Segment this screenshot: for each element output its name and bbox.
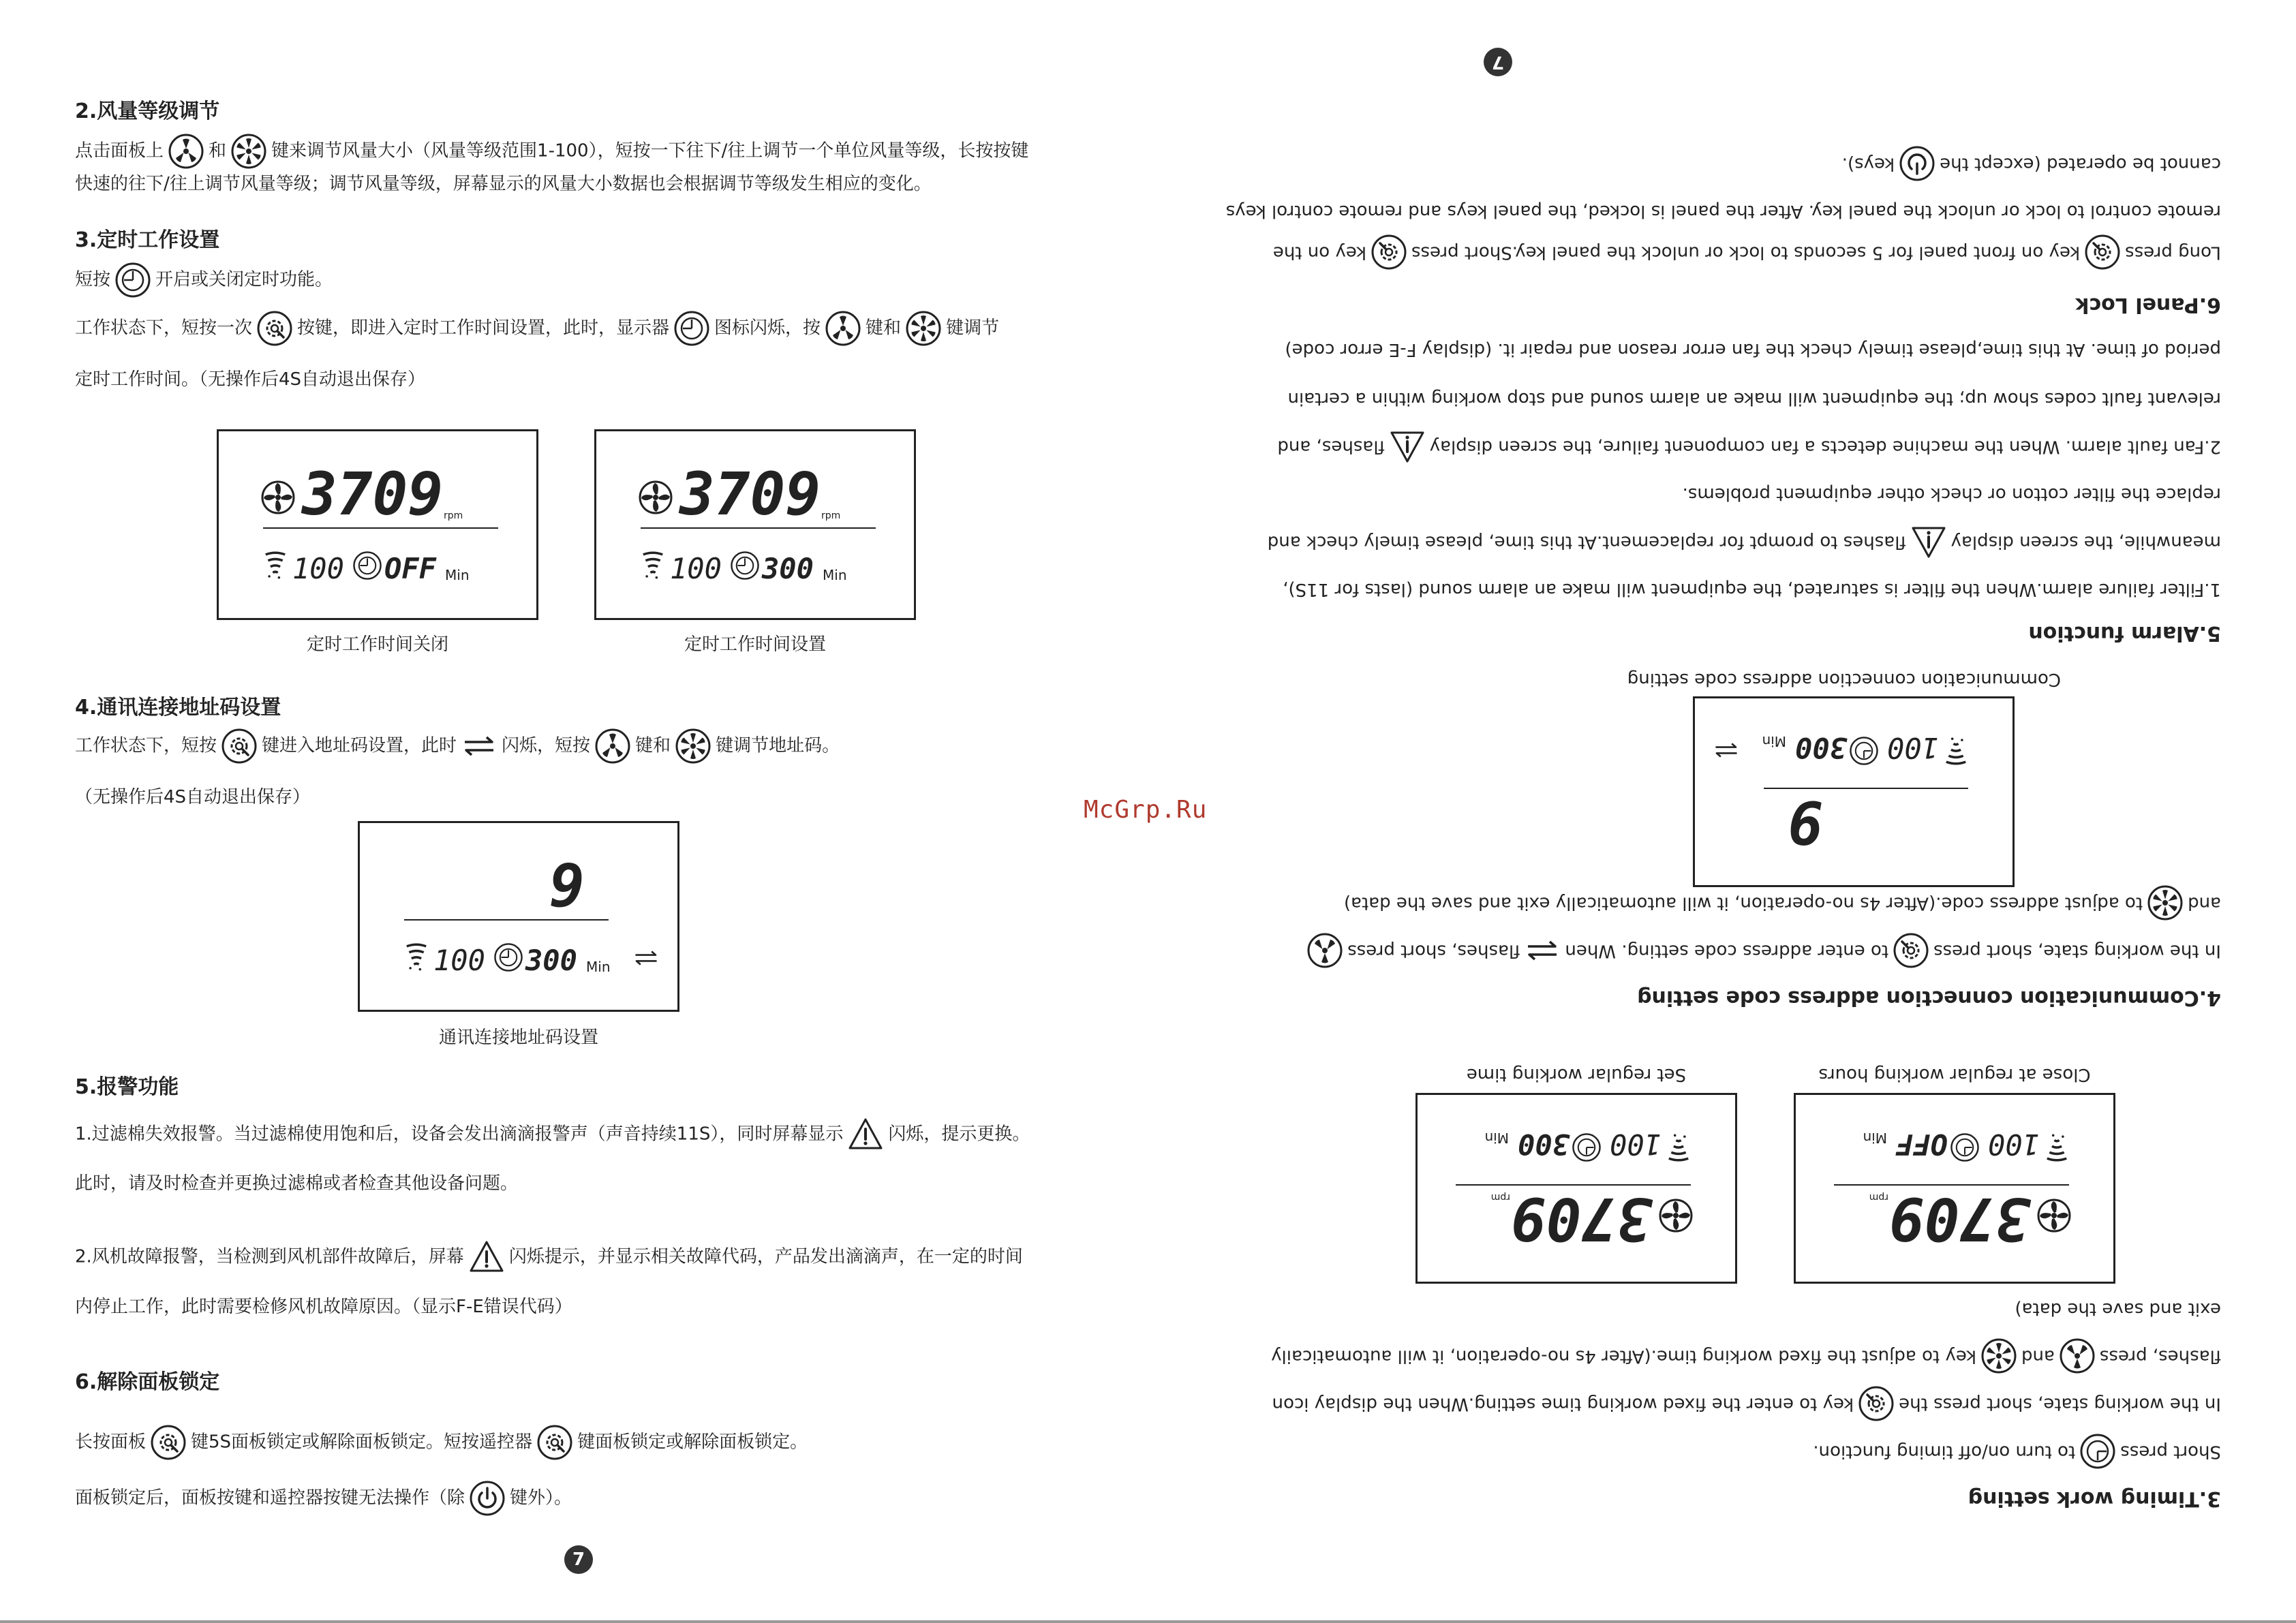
en-section-3-line-4: exit and save the data): [2015, 1299, 2221, 1319]
svg-text:300: 300: [1518, 1128, 1570, 1161]
lcd-rpm-value: 3709: [302, 461, 444, 529]
wind-icon: [643, 553, 662, 578]
en-section-6-line-1: Long press key on front panel for 5 seconds to lock or unlock the panel key.Short press key on the: [1273, 234, 2221, 270]
lcd-timer-set: [594, 429, 916, 620]
en-page-number: 7: [1484, 48, 1512, 76]
section-3-line-1: 短按 开启或关闭定时功能。: [75, 262, 333, 298]
en-section-3-title: 3.Timing work setting: [1968, 1487, 2221, 1511]
en-section-3-line-1: Short press to turn on/off timing function.: [1813, 1433, 2221, 1470]
power-icon: [469, 1480, 506, 1517]
en-section-6-line-2: remote control to lock or unlock the panel key. After the panel is locked, the panel keys and remote control keys: [1225, 201, 2221, 221]
en-section-4-line-1: In the working state, short press to enter address code setting. When flashes, short press: [1302, 932, 2221, 969]
en-section-5-line-1: 1.Filter failure alarm.When the filter is saturated, the equipment will make an alarm sound (lasts for 11S),: [1283, 579, 2221, 600]
right-page: [1148, 0, 2296, 1623]
svg-text:100: 100: [1988, 1128, 2040, 1161]
en-section-3-line-3: flashes, press and key to adjust the fixed working time.(After 4s no-operation, it will automaticaily: [1271, 1338, 2221, 1374]
lcd-timer-icon: [495, 944, 521, 970]
en-section-3-line-2: In the working state, short press the key to enter the fixed working time setting.When the display icon: [1272, 1385, 2221, 1422]
settings-icon: [256, 310, 293, 347]
section-2-title: 2.风量等级调节: [75, 99, 220, 123]
svg-text:rpm: rpm: [1869, 1192, 1888, 1203]
fan-down-icon: [594, 728, 631, 764]
lcd-timer-unit: Min: [823, 567, 847, 583]
svg-text:3709: 3709: [1510, 1184, 1652, 1252]
bottom-border: [0, 1620, 2296, 1623]
wind-icon: [407, 944, 426, 970]
en-section-5-line-4: 2.Fan fault alarm. When the machine detects a fan component failure, the screen display flashes, and: [1277, 428, 2221, 465]
fan-up-icon: [905, 310, 942, 347]
lcd-timer-icon: [354, 552, 380, 578]
lcd-timer-off: [217, 429, 538, 620]
en-lcd-address: [1693, 696, 2015, 887]
fan-down-icon: [1306, 932, 1343, 969]
section-2-line-2: 快速的往下/往上调节风量等级；调节风量等级，屏幕显示的风量大小数据也会根据调节等级发生相应的变化。: [75, 174, 932, 194]
timer-icon: [114, 262, 151, 298]
warning-icon: [468, 1239, 505, 1276]
lcd-fan-icon: [262, 482, 294, 513]
section-4-title: 4.通讯连接地址码设置: [75, 696, 281, 720]
section-4-line-1: 工作状态下，短按 键进入地址码设置，此时 闪烁，短按 键和 键调节地址码。: [75, 728, 840, 764]
en-section-6-line-3: cannot be operated (except the keys).: [1842, 145, 2221, 182]
lcd-timer-value: 300: [762, 552, 814, 585]
settings-icon: [221, 728, 258, 764]
settings-icon: [150, 1424, 187, 1461]
fan-up-icon: [1980, 1338, 2017, 1374]
settings-icon: [2084, 234, 2121, 270]
settings-icon: [1893, 932, 1929, 969]
section-4-line-2: （无操作后4S自动退出保存）: [75, 787, 311, 807]
svg-text:100: 100: [1887, 731, 1939, 764]
en-caption-timer-off: Close at regular working hours: [1818, 1064, 2091, 1085]
caption-timer-set: 定时工作时间设置: [684, 634, 826, 655]
lcd-level: 100: [670, 552, 722, 585]
en-section-4-line-2: and to adjust address code.(After 4s no-operation, it will automatically exit and save the data): [1344, 884, 2221, 921]
section-5-title: 5.报警功能: [75, 1075, 179, 1099]
svg-text:9: 9: [1788, 788, 1823, 856]
section-3-line-2: 工作状态下，短按一次 按键，即进入定时工作时间设置，此时，显示器 图标闪烁，按 键和 键调节: [75, 310, 999, 347]
lcd-timer-icon: [731, 552, 758, 578]
caption-timer-off: 定时工作时间关闭: [306, 634, 448, 655]
address-arrows-icon: [461, 728, 498, 764]
settings-icon: [536, 1424, 573, 1461]
svg-text:Min: Min: [1863, 1130, 1887, 1146]
address-arrows-icon: [1524, 932, 1561, 969]
lcd-timer-unit: Min: [586, 959, 611, 975]
lcd-rpm-value: 3709: [1888, 1184, 2030, 1252]
lcd-arrows-icon: [635, 951, 656, 964]
fan-up-icon: [675, 728, 711, 764]
svg-text:100: 100: [1610, 1128, 1662, 1161]
svg-text:300: 300: [1795, 731, 1847, 764]
wind-icon: [266, 553, 285, 578]
en-section-5-line-6: period of time. At this time,please timely check the fan error reason and repair it. (display F-E error code): [1285, 339, 2221, 360]
lcd-address: [358, 821, 679, 1012]
warning-icon: [1910, 523, 1947, 560]
section-3-line-3: 定时工作时间。（无操作后4S自动退出保存）: [75, 369, 426, 390]
lcd-level: 100: [292, 552, 344, 585]
en-lcd-timer-off: [1794, 1093, 2115, 1284]
section-6-title: 6.解除面板锁定: [75, 1370, 220, 1394]
section-5-line-4: 内停止工作，此时需要检修风机故障原因。（显示F-E错误代码）: [75, 1297, 572, 1317]
timer-icon: [673, 310, 710, 347]
svg-text:Min: Min: [1484, 1130, 1509, 1146]
en-section-6-title: 6.Panel Lock: [2075, 293, 2221, 317]
power-icon: [1899, 145, 1935, 182]
section-3-title: 3.定时工作设置: [75, 228, 220, 252]
lcd-timer-unit: Min: [445, 567, 470, 583]
section-5-line-3: 2.风机故障报警，当检测到风机部件故障后，屏幕 闪烁提示，并显示相关故障代码，产品发出滴滴声，在一定的时间: [75, 1239, 1023, 1276]
lcd-rpm-unit: rpm: [444, 510, 463, 521]
settings-icon: [1858, 1385, 1895, 1422]
en-section-5-title: 5.Alarm function: [2028, 621, 2221, 645]
section-2-line-1: 点击面板上 和 键来调节风量大小（风量等级范围1-100），短按一下往下/往上调节一个单位风量等级，长按按键: [75, 133, 1028, 170]
lcd-timer-off: OFF: [384, 552, 436, 585]
en-caption-address: Communication connection address code setting: [1627, 669, 2061, 690]
svg-text:rpm: rpm: [1490, 1192, 1510, 1203]
timer-icon: [2079, 1433, 2116, 1470]
svg-text:OFF: OFF: [1896, 1128, 1948, 1161]
lcd-address-value: 9: [549, 852, 585, 921]
lcd-rpm-value: 3709: [679, 461, 821, 529]
caption-address: 通讯连接地址码设置: [438, 1027, 598, 1048]
en-section-4-title: 4.Communication connection address code setting: [1637, 986, 2221, 1010]
lcd-level: 100: [433, 944, 485, 977]
section-5-line-2: 此时，请及时检查并更换过滤棉或者检查其他设备问题。: [75, 1173, 519, 1194]
page-number: 7: [564, 1545, 593, 1574]
section-6-line-2: 面板锁定后，面板按键和遥控器按键无法操作（除 键外）。: [75, 1480, 572, 1517]
en-section-5-line-5: relevant fault codes show up; the equipment will make an alarm sound and stop working within a certain: [1287, 388, 2221, 409]
section-6-line-1: 长按面板 键5S面板锁定或解除面板锁定。短按遥控器 键面板锁定或解除面板锁定。: [75, 1424, 808, 1461]
lcd-timer-value: 300: [525, 944, 577, 977]
en-section-5-line-3: replace the filter cotton or check other equipment problems.: [1682, 484, 2221, 504]
fan-up-icon: [230, 133, 267, 170]
lcd-rpm-unit: rpm: [821, 510, 841, 521]
en-lcd-timer-set: [1415, 1093, 1737, 1284]
svg-text:Min: Min: [1762, 733, 1786, 749]
en-caption-timer-set: Set regular working time: [1466, 1064, 1687, 1085]
fan-up-icon: [2147, 884, 2184, 921]
fan-down-icon: [168, 133, 204, 170]
en-section-5-line-2: meanwhile, the screen display flashes to prompt for replacement.At this time, please timely check and: [1268, 523, 2221, 560]
watermark: McGrp.Ru: [1084, 796, 1208, 824]
settings-icon: [1371, 234, 1407, 270]
warning-icon: [847, 1116, 884, 1153]
fan-down-icon: [825, 310, 861, 347]
section-5-line-1: 1.过滤棉失效报警。当过滤棉使用饱和后，设备会发出滴滴报警声（声音持续11S），同时屏幕显示 闪烁，提示更换。: [75, 1116, 1030, 1153]
warning-icon: [1389, 428, 1426, 465]
lcd-fan-icon: [640, 482, 671, 513]
fan-down-icon: [2059, 1338, 2096, 1374]
